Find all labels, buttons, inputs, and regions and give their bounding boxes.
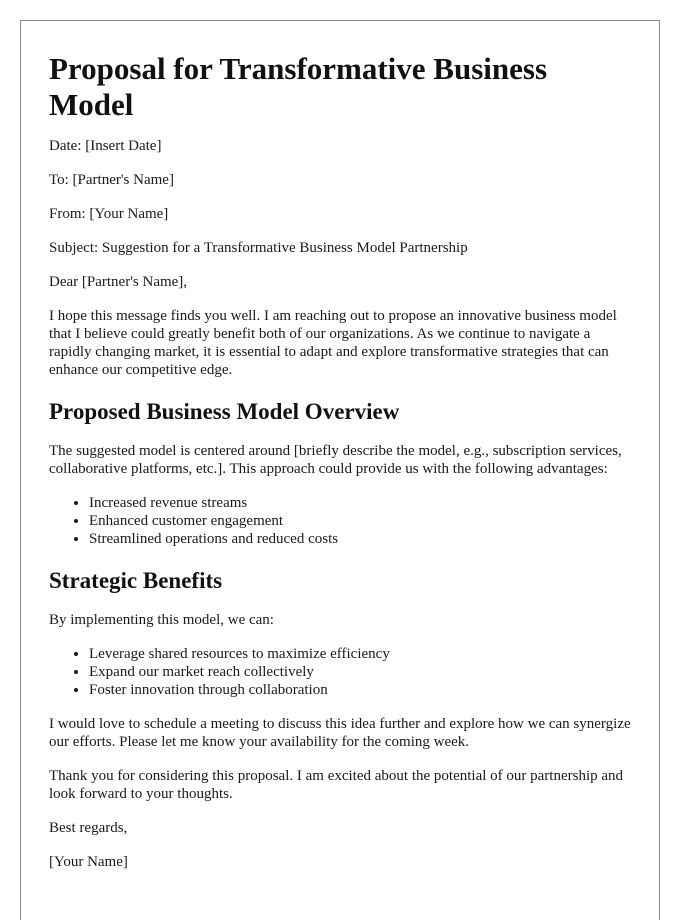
letter-page: [20, 20, 660, 920]
intro-paragraph: I hope this message finds you well. I am reaching out to propose an innovative business model that I believe could greatly benefit both of our organizations. As we continue to navigate a rapidly changing market, it is essential to adapt and explore transformative strategies that can enhance our competitive edge.: [49, 308, 617, 378]
overview-paragraph: The suggested model is centered around [briefly describe the model, e.g., subscription services, collaborative platforms, etc.]. This approach could provide us with the following advantages:: [49, 443, 622, 477]
thanks-paragraph: Thank you for considering this proposal. I am excited about the potential of our partnership and look forward to your thoughts.: [49, 768, 624, 802]
list-item: • Foster innovation through collaboration: [89, 681, 631, 699]
subject-line: Subject: Suggestion for a Transformative Business Model Partnership: [49, 240, 468, 256]
from-line: From: [Your Name]: [49, 206, 169, 222]
benefits-heading: Strategic Benefits: [49, 568, 223, 593]
benefits-list: [49, 645, 631, 699]
list-item: • Expand our market reach collectively: [89, 663, 631, 681]
date-line: Date: [Insert Date]: [49, 138, 162, 154]
list-item: • Leverage shared resources to maximize efficiency: [89, 645, 631, 663]
overview-heading: Proposed Business Model Overview: [49, 399, 400, 424]
list-item: • Streamlined operations and reduced costs: [89, 530, 631, 548]
benefits-paragraph: By implementing this model, we can:: [49, 612, 274, 628]
to-line: To: [Partner's Name]: [49, 172, 174, 188]
salutation: Dear [Partner's Name],: [49, 274, 188, 290]
closing: Best regards,: [49, 820, 128, 836]
meeting-paragraph: I would love to schedule a meeting to discuss this idea further and explore how we can synergize our efforts. Please let me know your availability for the coming week.: [49, 716, 631, 750]
list-item: • Enhanced customer engagement: [89, 512, 631, 530]
list-item: • Increased revenue streams: [89, 494, 631, 512]
signature: [Your Name]: [49, 854, 128, 870]
document-title: Proposal for Transformative Business Model: [49, 51, 548, 122]
advantages-list: [49, 494, 631, 548]
